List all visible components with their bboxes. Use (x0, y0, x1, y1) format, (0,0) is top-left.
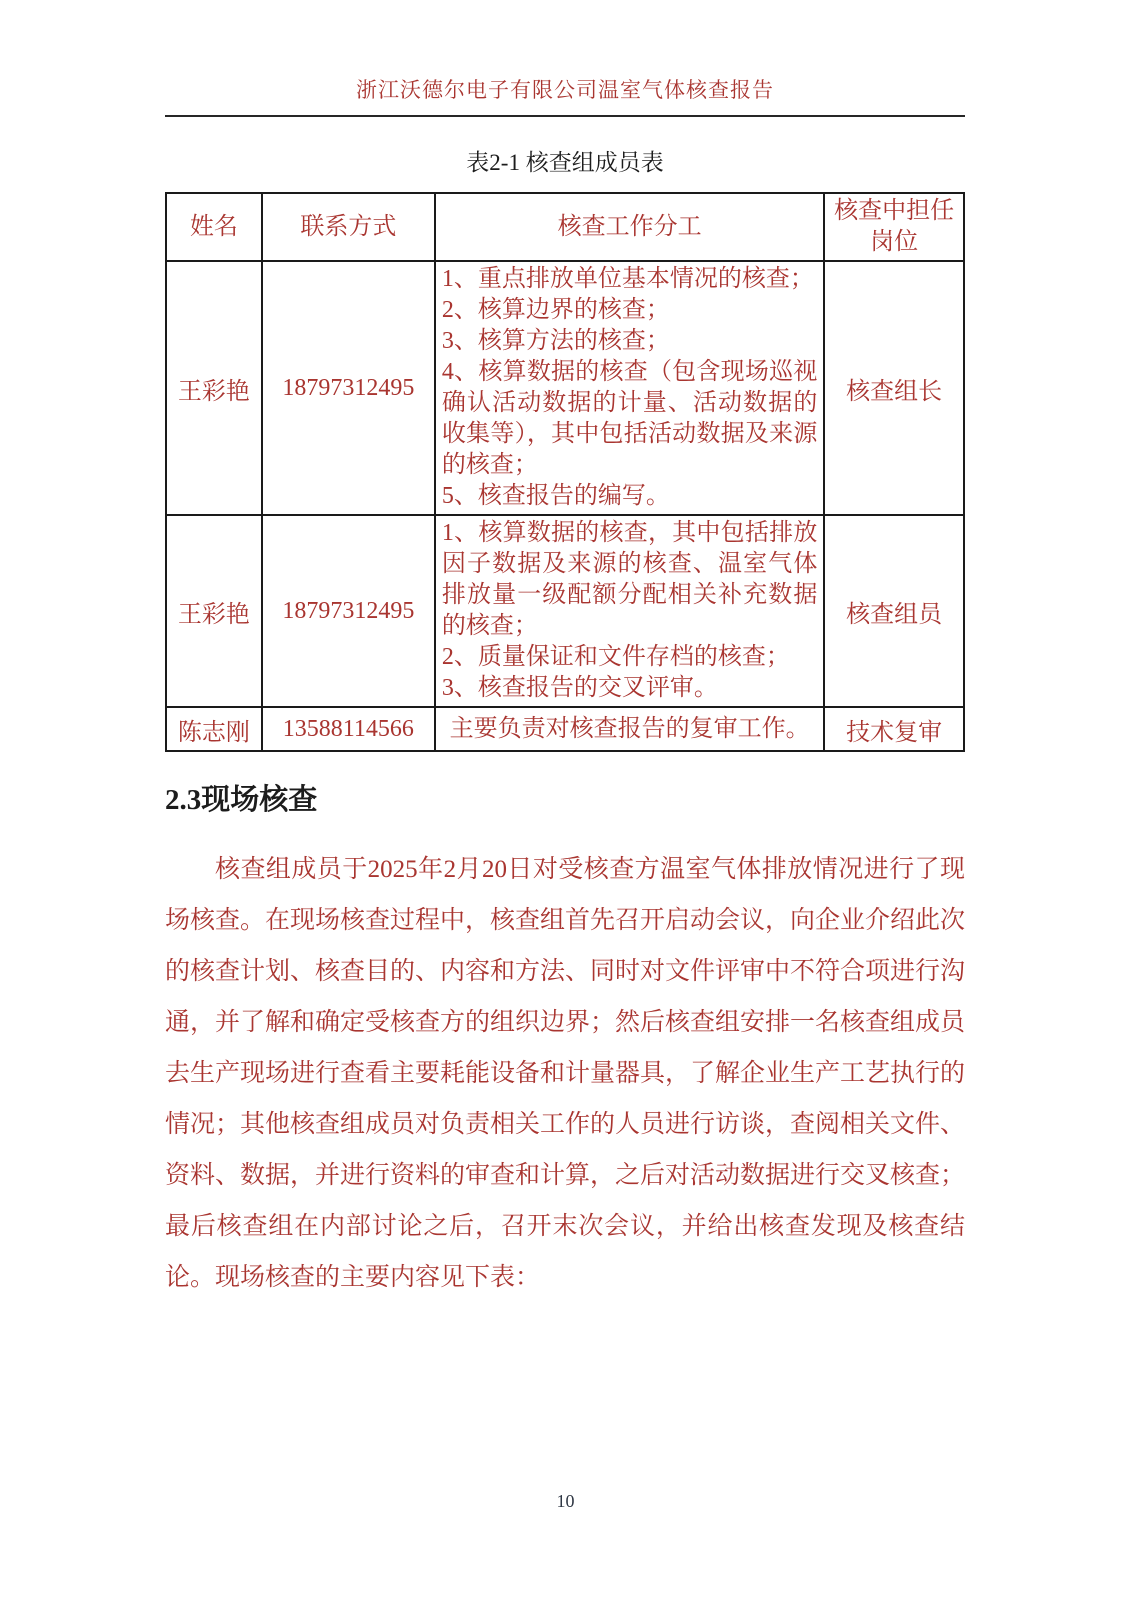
section-heading: 2.3现场核查 (165, 784, 318, 816)
task-line: 1、核算数据的核查，其中包括排放因子数据及来源的核查、温室气体排放量一级配额分配相关补充数据的核查； (441, 520, 818, 639)
body-paragraph: 核查组成员于2025年2月20日对受核查方温室气体排放情况进行了现场核查。在现场核查过程中，核查组首先召开启动会议，向企业介绍此次的核查计划、核查目的、内容和方法、同时对文件评审中不符合项进行沟通，并了解和确定受核查方的组织边界；然后核查组安排一名核查组成员去生产现场进行查看主要耗能设备和计量器具，了解企业生产工艺执行的情况；其他核查组成员对负责相关工作的人员进行访谈，查阅相关文件、资料、数据，并进行资料的审查和计算，之后对活动数据进行交叉核查；最后核查组在内部讨论之后，召开末次会议，并给出核查发现及核查结论。现场核查的主要内容见下表： (165, 856, 966, 1291)
task-line: 5、核查报告的编写。 (441, 483, 670, 509)
member-phone: 13588114566 (262, 707, 435, 751)
task-line: 3、核查报告的交叉评审。 (441, 675, 718, 701)
task-line: 2、质量保证和文件存档的核查； (441, 644, 790, 670)
table-row (166, 261, 964, 515)
member-tasks (435, 707, 824, 751)
member-role: 技术复审 (824, 707, 964, 751)
header-rule (165, 115, 965, 117)
members-table (165, 192, 965, 752)
column-header-name: 姓名 (166, 193, 262, 261)
member-name: 陈志刚 (166, 707, 262, 751)
page-number: 10 (556, 1491, 575, 1511)
table-title: 表2-1 核查组成员表 (466, 150, 664, 175)
member-role: 核查组员 (824, 515, 964, 707)
member-phone: 18797312495 (262, 515, 435, 707)
task-line: 2、核算边界的核查； (441, 297, 670, 323)
member-phone: 18797312495 (262, 261, 435, 515)
document-header-title: 浙江沃德尔电子有限公司温室气体核查报告 (356, 78, 774, 102)
task-line: 3、核算方法的核查； (441, 328, 670, 354)
column-header-role: 核查中担任岗位 (824, 193, 964, 261)
members-table-header (166, 193, 964, 261)
member-name: 王彩艳 (166, 261, 262, 515)
member-tasks (435, 515, 824, 707)
task-line: 1、重点排放单位基本情况的核查； (441, 266, 814, 292)
table-row (166, 515, 964, 707)
member-role: 核查组长 (824, 261, 964, 515)
task-line: 4、核算数据的核查（包含现场巡视确认活动数据的计量、活动数据的收集等），其中包括活动数据及来源的核查； (441, 359, 818, 478)
member-name: 王彩艳 (166, 515, 262, 707)
table-header-row (166, 193, 964, 261)
column-header-contact: 联系方式 (262, 193, 435, 261)
table-row (166, 707, 964, 751)
members-table-body (166, 261, 964, 751)
member-tasks (435, 261, 824, 515)
column-header-tasks: 核查工作分工 (435, 193, 824, 261)
task-line: 主要负责对核查报告的复审工作。 (449, 715, 810, 742)
